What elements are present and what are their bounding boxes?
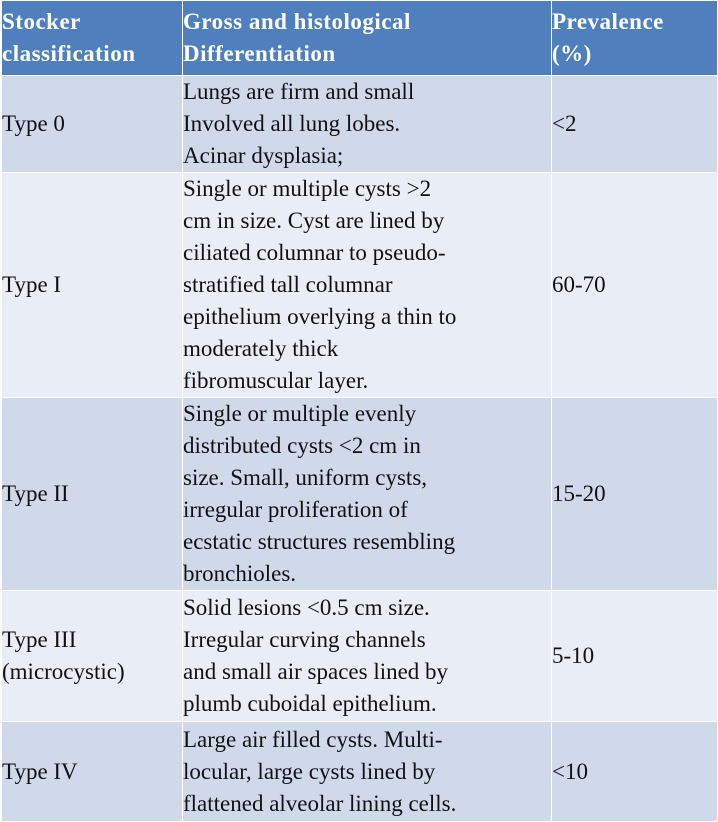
differentiation-cell: [183, 173, 552, 398]
differentiation-cell: [183, 398, 552, 591]
header-classification-line: classification: [2, 41, 136, 66]
differentiation-line: epithelium overlying a thin to: [183, 304, 457, 329]
differentiation-line: plumb cuboidal epithelium.: [183, 691, 437, 716]
table-row: [2, 591, 718, 722]
table-row: [2, 76, 718, 173]
differentiation-line: Single or multiple cysts >2: [183, 176, 432, 201]
differentiation-line: Lungs are firm and small: [183, 79, 415, 104]
classification-subtext: (microcystic): [2, 659, 125, 684]
differentiation-cell: [183, 722, 552, 822]
prevalence-value: 5-10: [552, 643, 595, 668]
differentiation-line: Solid lesions <0.5 cm size.: [183, 595, 430, 620]
table-body: [2, 76, 718, 822]
differentiation-line: bronchioles.: [183, 561, 297, 586]
header-classification: [2, 1, 183, 76]
differentiation-line: cm in size. Cyst are lined by: [183, 208, 445, 233]
header-prevalence-line: (%): [552, 41, 592, 66]
differentiation-line: Acinar dysplasia;: [183, 143, 344, 168]
differentiation-line: Single or multiple evenly: [183, 401, 417, 426]
differentiation-line: stratified tall columnar: [183, 272, 393, 297]
header-differentiation: [183, 1, 552, 76]
prevalence-value: <10: [552, 758, 588, 784]
prevalence-cell: [552, 173, 718, 398]
differentiation-line: flattened alveolar lining cells.: [183, 790, 457, 816]
differentiation-line: distributed cysts <2 cm in: [183, 433, 421, 458]
classification-text: Type I: [2, 272, 62, 297]
classification-cell: [2, 76, 183, 173]
differentiation-line: fibromuscular layer.: [183, 368, 369, 393]
table-row: [2, 722, 718, 822]
prevalence-cell: [552, 76, 718, 173]
prevalence-cell: [552, 398, 718, 591]
differentiation-line: Large air filled cysts. Multi-: [183, 726, 443, 752]
classification-text: Type II: [2, 481, 69, 506]
header-row: [2, 1, 718, 76]
table-header: [2, 1, 718, 76]
prevalence-cell: [552, 591, 718, 722]
differentiation-line: irregular proliferation of: [183, 497, 408, 522]
classification-text: Type IV: [2, 758, 78, 784]
differentiation-line: Irregular curving channels: [183, 627, 426, 652]
prevalence-cell: [552, 722, 718, 822]
header-prevalence: [552, 1, 718, 76]
table-row: [2, 398, 718, 591]
differentiation-line: ciliated columnar to pseudo-: [183, 240, 446, 265]
differentiation-line: ecstatic structures resembling: [183, 529, 456, 554]
header-prevalence-line: Prevalence: [552, 9, 664, 34]
classification-cell: [2, 398, 183, 591]
header-differentiation-line: Differentiation: [183, 41, 336, 66]
classification-text: Type 0: [2, 111, 65, 136]
differentiation-cell: [183, 591, 552, 722]
differentiation-cell: [183, 76, 552, 173]
prevalence-value: 60-70: [552, 272, 606, 297]
differentiation-line: and small air spaces lined by: [183, 659, 449, 684]
table-row: [2, 173, 718, 398]
classification-text: Type III: [2, 627, 77, 652]
prevalence-value: 15-20: [552, 481, 606, 506]
differentiation-line: moderately thick: [183, 336, 339, 361]
differentiation-line: Involved all lung lobes.: [183, 111, 401, 136]
header-classification-line: Stocker: [2, 9, 81, 34]
differentiation-line: size. Small, uniform cysts,: [183, 465, 428, 490]
classification-cell: [2, 173, 183, 398]
stocker-classification-table: [1, 0, 718, 822]
differentiation-line: locular, large cysts lined by: [183, 758, 436, 784]
header-differentiation-line: Gross and histological: [183, 9, 411, 34]
prevalence-value: <2: [552, 111, 577, 136]
classification-cell: [2, 722, 183, 822]
classification-cell: [2, 591, 183, 722]
